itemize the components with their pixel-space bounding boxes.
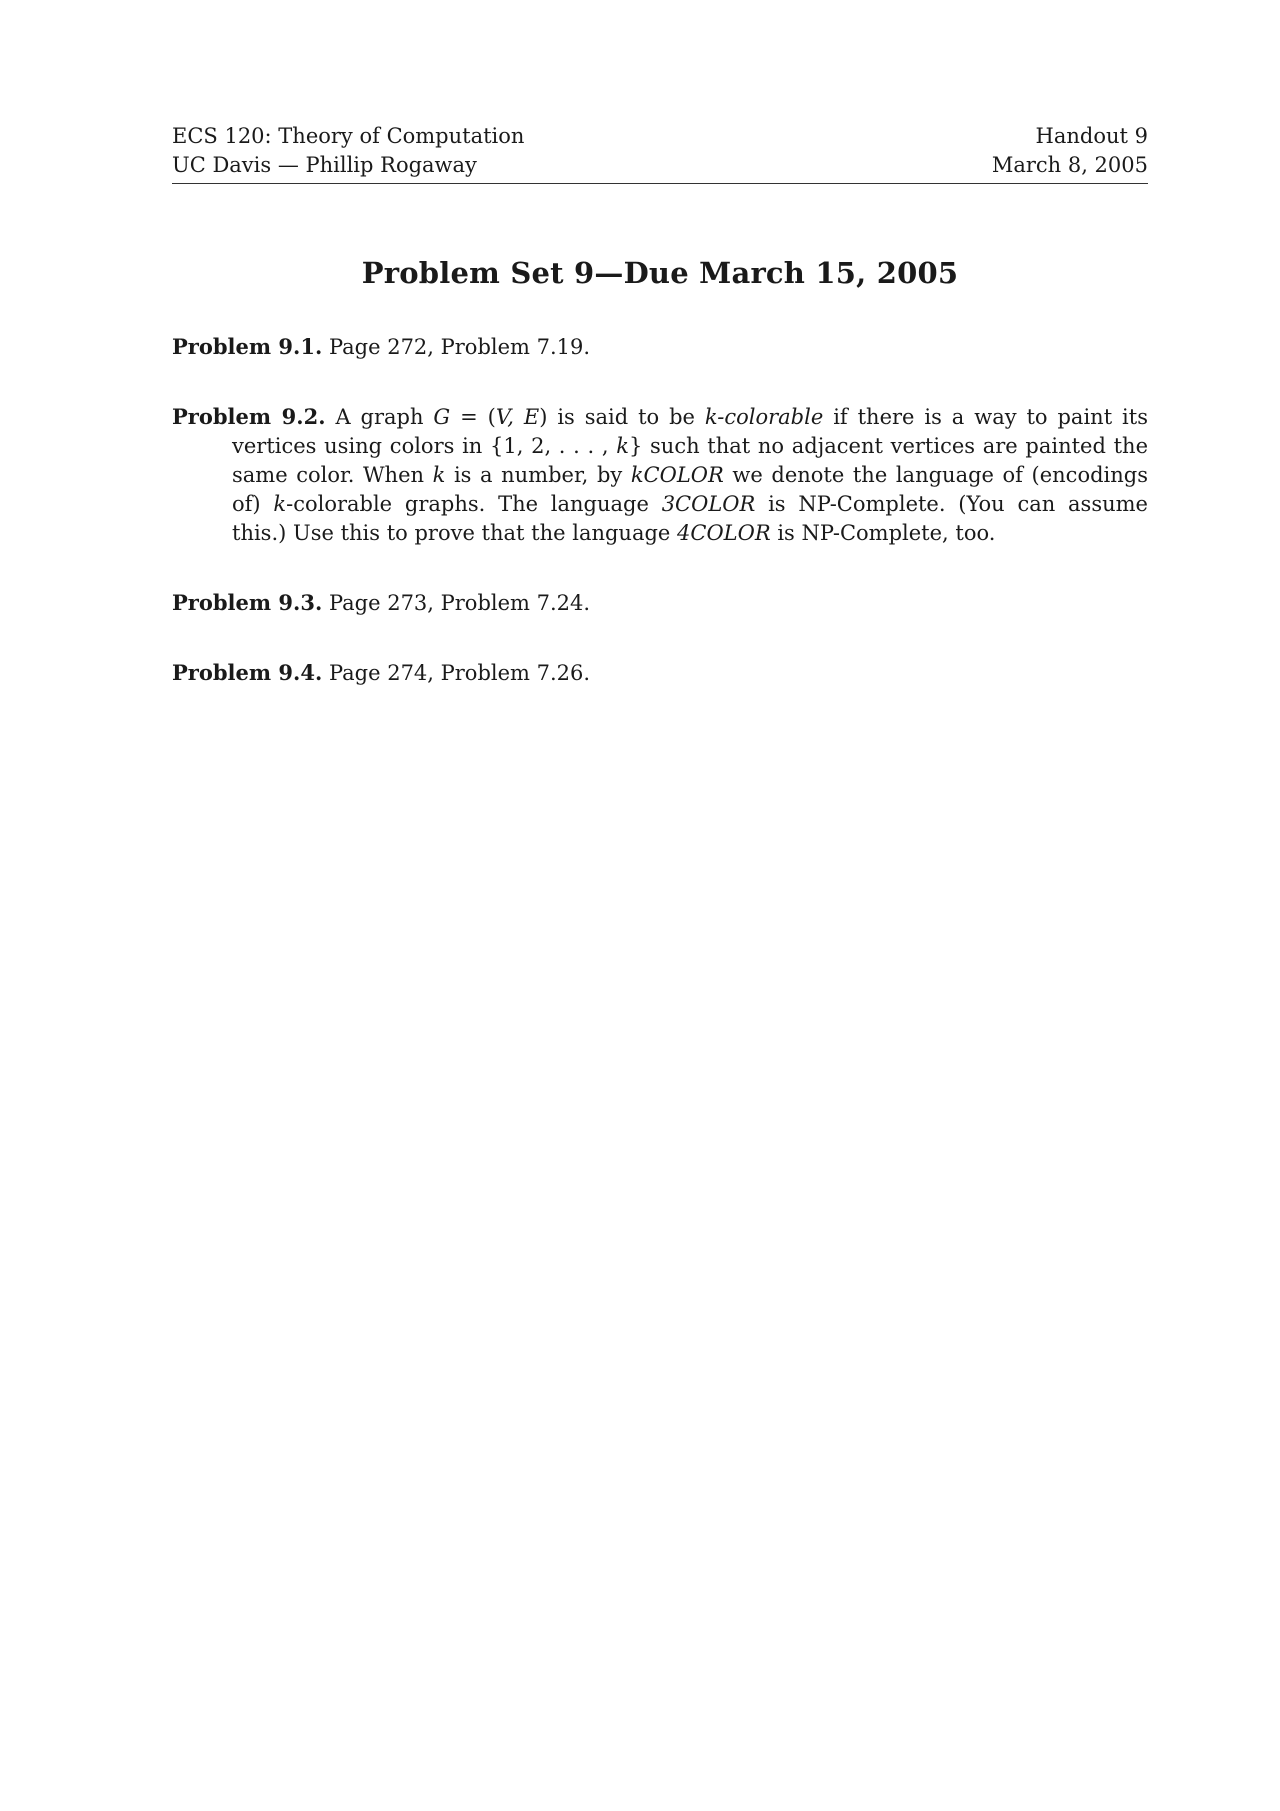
problem-text-part: } such that no adjacent vertices are painted the same color. When [232,434,1148,487]
header-right [992,122,1148,180]
header-left [172,122,524,180]
problem-9-4 [172,658,1148,688]
document-page [172,122,1148,688]
problem-9-2 [172,402,1148,548]
course-title: ECS 120: Theory of Computation [172,124,525,148]
problem-label: Problem 9.3. [172,590,323,615]
language-name: kCOLOR [630,463,724,487]
math-term: k [616,434,629,458]
problem-9-1 [172,332,1148,362]
instructor-line: UC Davis — Phillip Rogaway [172,153,477,177]
math-term: V, E [495,405,540,429]
problem-label: Problem 9.2. [172,404,326,429]
page-title: Problem Set 9—Due March 15, 2005 [361,256,959,290]
problem-text-part: is NP-Complete. (You can assume this.) Use this to prove that the language [232,492,1148,545]
page-header [172,122,1148,184]
math-term: k [273,492,287,516]
problem-text: Page 274, Problem 7.26. [328,661,591,685]
handout-number: Handout 9 [1035,124,1148,148]
problem-text-part: is a number, by [445,463,631,487]
math-term: k [432,463,446,487]
problem-9-3 [172,588,1148,618]
problem-text-part: is NP-Complete, too. [770,521,996,545]
problem-label: Problem 9.1. [172,334,323,359]
problem-text-part: -colorable graphs. The language [286,492,662,516]
problem-label: Problem 9.4. [172,660,323,685]
math-term: G [433,405,451,429]
problem-text-part: if there is a way to paint its vertices using colors in {1, 2, . . . , [232,405,1148,458]
problem-text: Page 273, Problem 7.24. [328,591,591,615]
language-name: 4COLOR [677,521,771,545]
language-name: 3COLOR [661,492,756,516]
problem-text-part: we denote the language of (encodings of) [232,463,1148,516]
problem-text: Page 272, Problem 7.19. [328,335,591,359]
handout-date: March 8, 2005 [991,153,1148,177]
problem-text-part: ) is said to be [539,405,705,429]
emphasis-term: k-colorable [704,405,824,429]
problem-text-part: A graph [335,405,434,429]
problem-text-part: = ( [450,405,496,429]
